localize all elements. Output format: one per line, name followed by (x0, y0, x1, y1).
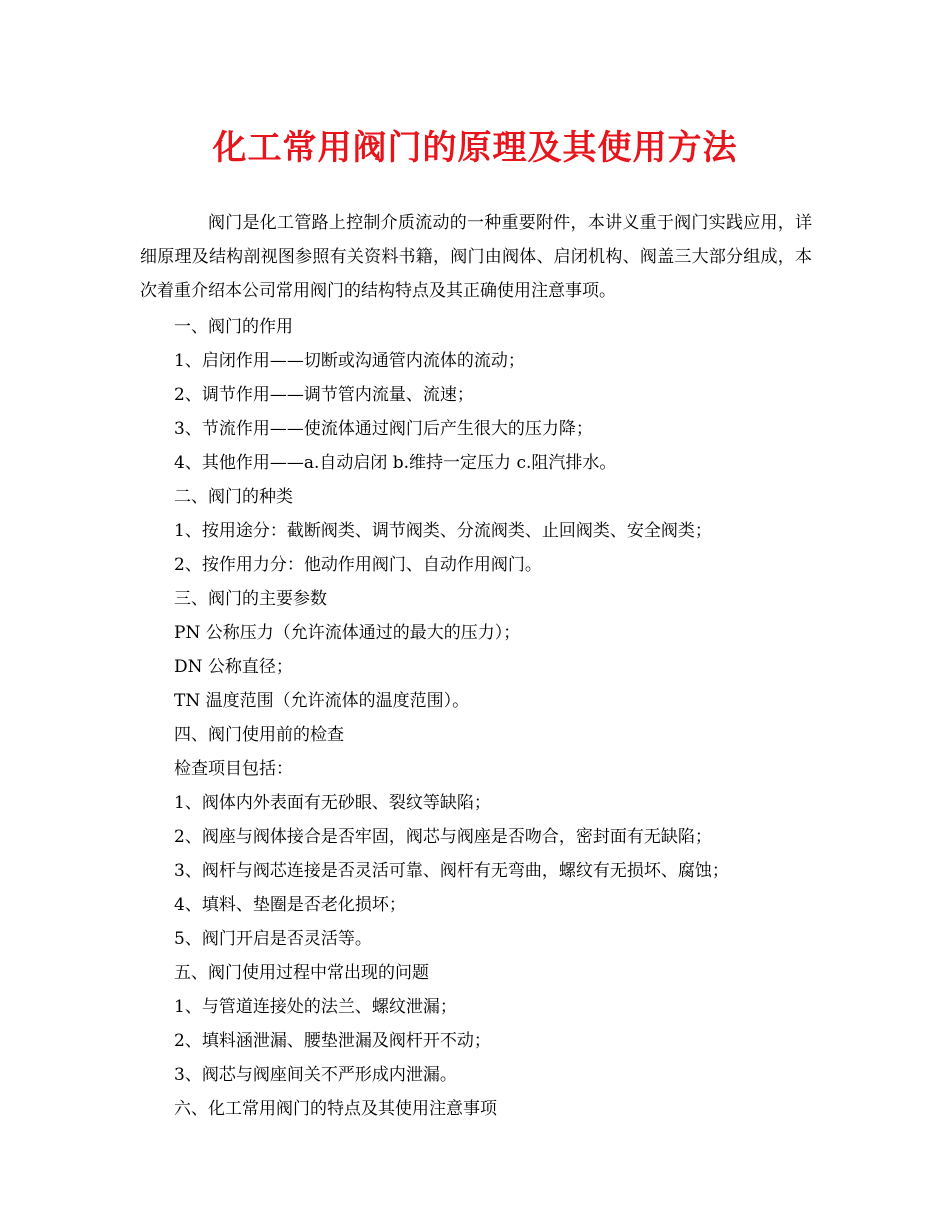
body-line: 1、阀体内外表面有无砂眼、裂纹等缺陷； (174, 793, 491, 813)
body-line: 1、与管道连接处的法兰、螺纹泄漏； (174, 997, 457, 1017)
body-line: 3、阀芯与阀座间关不严形成内泄漏。 (174, 1065, 457, 1085)
body-line: 1、启闭作用——切断或沟通管内流体的流动； (174, 351, 525, 371)
body-line: PN 公称压力（允许流体通过的最大的压力）； (174, 623, 521, 643)
body-lines (174, 310, 814, 1126)
intro-paragraph: 阀门是化工管路上控制介质流动的一种重要附件，本讲义重于阀门实践应用，详细原理及结构剖视图参照有关资料书籍，阀门由阀体、启闭机构、阀盖三大部分组成，本次着重介绍本公司常用阀门的结构特点及其正确使用注意事项。 (140, 213, 812, 301)
body-line: 六、化工常用阀门的特点及其使用注意事项 (174, 1099, 497, 1119)
body-line: 5、阀门开启是否灵活等。 (174, 929, 372, 949)
body-line: 三、阀门的主要参数 (174, 589, 327, 609)
document-title: 化工常用阀门的原理及其使用方法 (212, 128, 738, 168)
body-line: 2、填料涵泄漏、腰垫泄漏及阀杆开不动； (174, 1031, 491, 1051)
body-line: 四、阀门使用前的检查 (174, 725, 344, 745)
body-line: 1、按用途分：截断阀类、调节阀类、分流阀类、止回阀类、安全阀类； (174, 521, 712, 541)
body-line: DN 公称直径； (174, 657, 293, 677)
body-line: 4、其他作用——a.自动启闭 b.维持一定压力 c.阻汽排水。 (174, 453, 617, 473)
body-line: 2、调节作用——调节管内流量、流速； (174, 385, 474, 405)
body-line: 检查项目包括： (174, 759, 293, 779)
body-line: 五、阀门使用过程中常出现的问题 (174, 963, 429, 983)
body-line: 一、阀门的作用 (174, 317, 293, 337)
body-line: 3、阀杆与阀芯连接是否灵活可靠、阀杆有无弯曲，螺纹有无损坏、腐蚀； (174, 861, 729, 881)
body-line: TN 温度范围（允许流体的温度范围）。 (174, 691, 470, 711)
body-line: 2、阀座与阀体接合是否牢固，阀芯与阀座是否吻合，密封面有无缺陷； (174, 827, 712, 847)
body-line: 3、节流作用——使流体通过阀门后产生很大的压力降； (174, 419, 593, 439)
body-line: 4、填料、垫圈是否老化损坏； (174, 895, 406, 915)
body-line: 二、阀门的种类 (174, 487, 293, 507)
body-line: 2、按作用力分：他动作用阀门、自动作用阀门。 (174, 555, 542, 575)
